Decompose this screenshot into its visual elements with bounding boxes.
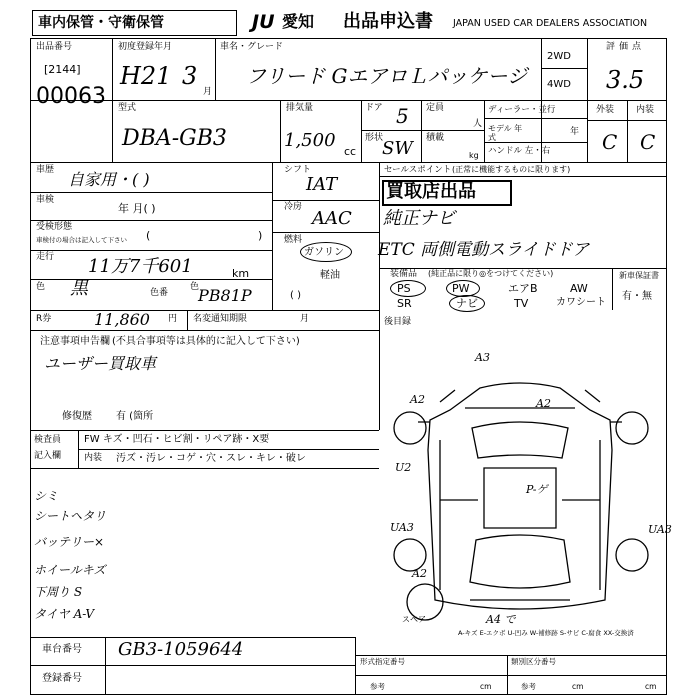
color-no-label: 色番 <box>150 288 169 298</box>
rear-seat-label: 後目録 <box>384 317 412 327</box>
diagram-mark-a4: A4 で <box>486 613 516 626</box>
inspector-row-2: 汚ズ・汚レ・コゲ・穴・スレ・キレ・破レ <box>116 453 306 464</box>
history-label: 車歴 <box>36 165 55 175</box>
receipt-paren: ( <box>146 229 151 242</box>
equip-item-airbag: エアB <box>508 282 538 295</box>
score-label: 評価点 <box>606 42 646 52</box>
ac-value: AAC <box>312 208 352 229</box>
sales-stamp: 買取店出品 <box>386 181 476 202</box>
inspector-note-3: バッテリー× <box>34 535 105 549</box>
mileage-label: 走行 <box>36 252 55 262</box>
warranty-label: 新車保証書 <box>619 271 659 280</box>
repair-value: 有 (箇所 <box>116 411 154 422</box>
color-label: 色 <box>36 282 46 292</box>
association-name: JAPAN USED CAR DEALERS ASSOCIATION <box>453 18 648 29</box>
name-change-label: 名変通知期限 <box>193 314 248 324</box>
notes-label: 注意事項申告欄 <box>40 336 110 347</box>
first-reg-label: 初度登録年月 <box>118 42 173 52</box>
mileage-unit: km <box>232 267 250 280</box>
equip-item-navi: ナビ <box>456 297 478 310</box>
inspection-value: 年 月( ) <box>118 202 156 215</box>
car-name-label: 車名・グレード <box>220 42 284 52</box>
inspector-label-1: 検査員 <box>34 435 62 445</box>
drive-4wd: 4WD <box>547 79 571 90</box>
equip-item-leather: カワシート <box>556 297 606 308</box>
color-no-prefix: 色 <box>190 282 200 292</box>
inspector-note-1: シミ <box>34 489 59 503</box>
exterior-value: C <box>602 130 618 154</box>
spare-label: スペア <box>402 615 426 624</box>
diagram-mark-u2: U2 <box>395 461 412 474</box>
shape-value: SW <box>382 138 413 159</box>
shape-label: 形状 <box>365 133 384 143</box>
diagram-mark-pge: P-ゲ <box>526 483 548 496</box>
table-header-1: 形式指定番号 <box>360 657 405 666</box>
cm-1: cm <box>480 682 492 691</box>
displacement-label: 排気量 <box>286 103 314 113</box>
model-year-label: モデル 年式 <box>488 124 523 142</box>
month-unit: 月 <box>203 87 213 97</box>
table-header-2: 類別区分番号 <box>511 657 556 666</box>
load-label: 積載 <box>426 133 445 143</box>
color-value: 黒 <box>70 278 88 299</box>
receipt-label: 受検形態 <box>36 222 73 232</box>
inspector-note-6: タイヤ A-V <box>34 607 95 621</box>
equip-circle-navi <box>449 295 485 312</box>
capacity-label: 定員 <box>426 103 445 113</box>
diagram-mark-a2-bottom: A2 <box>412 567 427 580</box>
equip-item-tv: TV <box>514 297 529 310</box>
chassis-label: 車台番号 <box>42 644 82 655</box>
table-ref-1: 参考 <box>370 682 385 691</box>
diagram-mark-a2-top: A2 <box>410 393 425 406</box>
dealer-label: ディーラー・並行 <box>488 105 556 115</box>
first-reg-month: 3 <box>182 62 198 90</box>
interior-value: C <box>640 130 656 154</box>
mileage-value: 11万7千601 <box>88 256 193 277</box>
sales-label: セールスポイント <box>384 165 452 175</box>
inspector-row-2-label: 内装 <box>84 453 103 463</box>
notes-line-1: ユーザー買取車 <box>44 354 157 373</box>
fuel-diesel: 軽油 <box>320 270 340 281</box>
storage-label: 車内保管・守衛保管 <box>38 15 164 31</box>
inspector-label-2: 記入欄 <box>34 451 62 461</box>
inspector-note-5: 下周り S <box>34 585 83 599</box>
ju-logo: JU <box>252 11 275 33</box>
name-change-month: 月 <box>300 314 310 324</box>
score-value: 3.5 <box>606 66 645 94</box>
door-label: ドア <box>365 103 383 113</box>
warranty-value: 有・無 <box>622 291 652 302</box>
damage-legend: A-キズ E-エクボ U-凹み W-補修跡 S-サビ C-腐食 XX-交換済 <box>458 629 634 637</box>
sales-line-1: 純正ナビ <box>383 208 455 229</box>
inspector-note-2: シートヘタリ <box>34 509 107 523</box>
color-no-value: PB81P <box>198 286 252 305</box>
form-title: 出品申込書 <box>343 11 433 32</box>
shift-value: IAT <box>306 174 338 195</box>
displacement-value: 1,500 <box>284 130 336 151</box>
history-value: 自家用・( ) <box>68 170 150 189</box>
capacity-unit: 人 <box>473 119 483 129</box>
lot-number: 00063 <box>36 84 106 109</box>
yen-unit: 円 <box>168 314 178 324</box>
drive-2wd: 2WD <box>547 51 571 62</box>
recycle-label: R券 <box>36 314 52 324</box>
cm-2: cm <box>572 682 584 691</box>
door-value: 5 <box>396 104 409 128</box>
ac-label: 冷房 <box>284 202 303 212</box>
fuel-other: ( ) <box>290 290 301 301</box>
lot-bracket: [2144] <box>44 63 81 76</box>
repair-label: 修復歴 <box>62 411 92 422</box>
equip-item-pw: PW <box>452 282 470 295</box>
equip-note: (純正品に限り◎をつけてください) <box>428 269 554 278</box>
displacement-unit: cc <box>344 145 357 158</box>
year-unit: 年 <box>570 127 580 137</box>
shift-label: シフト <box>284 165 312 175</box>
sales-note: (正常に機能するものに限ります) <box>452 165 571 174</box>
model-label: 型式 <box>118 103 137 113</box>
equip-item-ps: PS <box>397 282 411 295</box>
diagram-mark-a3: A3 <box>475 351 490 364</box>
sales-line-2: ETC 両側電動スライドドア <box>378 240 590 260</box>
receipt-note: 車検付の場合は記入して下さい <box>36 236 127 244</box>
chassis-value: GB3-1059644 <box>118 639 244 660</box>
equip-item-sr: SR <box>397 297 412 310</box>
inspector-row-1: FW キズ・凹石・ヒビ割・リペア跡・X要 <box>84 434 270 445</box>
table-ref-2: 参考 <box>521 682 536 691</box>
notes-note: (不具合事項等は具体的に記入して下さい) <box>112 336 300 347</box>
diagram-mark-a2-right: A2 <box>536 397 551 410</box>
inspection-label: 車検 <box>36 195 55 205</box>
handle-label: ハンドル 左・右 <box>488 146 551 156</box>
equip-circle-ps <box>390 280 426 297</box>
load-unit: kg <box>469 151 479 160</box>
first-reg-year: H21 <box>120 62 172 90</box>
fuel-label: 燃料 <box>284 235 303 245</box>
equip-label: 装備品 <box>390 269 418 279</box>
model-value: DBA-GB3 <box>122 126 227 151</box>
registration-label: 登録番号 <box>42 673 82 684</box>
logo-place: 愛知 <box>282 12 315 31</box>
inspector-note-4: ホイールキズ <box>34 563 106 577</box>
equip-item-aw: AW <box>570 282 588 295</box>
exterior-label: 外装 <box>596 105 615 115</box>
fuel-gas: ガソリン <box>304 247 344 258</box>
receipt-paren-close: ) <box>258 229 263 242</box>
car-name-value: フリード GエアロＬパッケージ <box>246 64 528 88</box>
diagram-mark-ua3-left: UA3 <box>390 521 414 534</box>
recycle-value: 11,860 <box>94 310 150 329</box>
lot-label: 出品番号 <box>36 42 73 52</box>
cm-3: cm <box>645 682 657 691</box>
diagram-mark-ua3-right: UA3 <box>648 523 672 536</box>
interior-label: 内装 <box>636 105 655 115</box>
